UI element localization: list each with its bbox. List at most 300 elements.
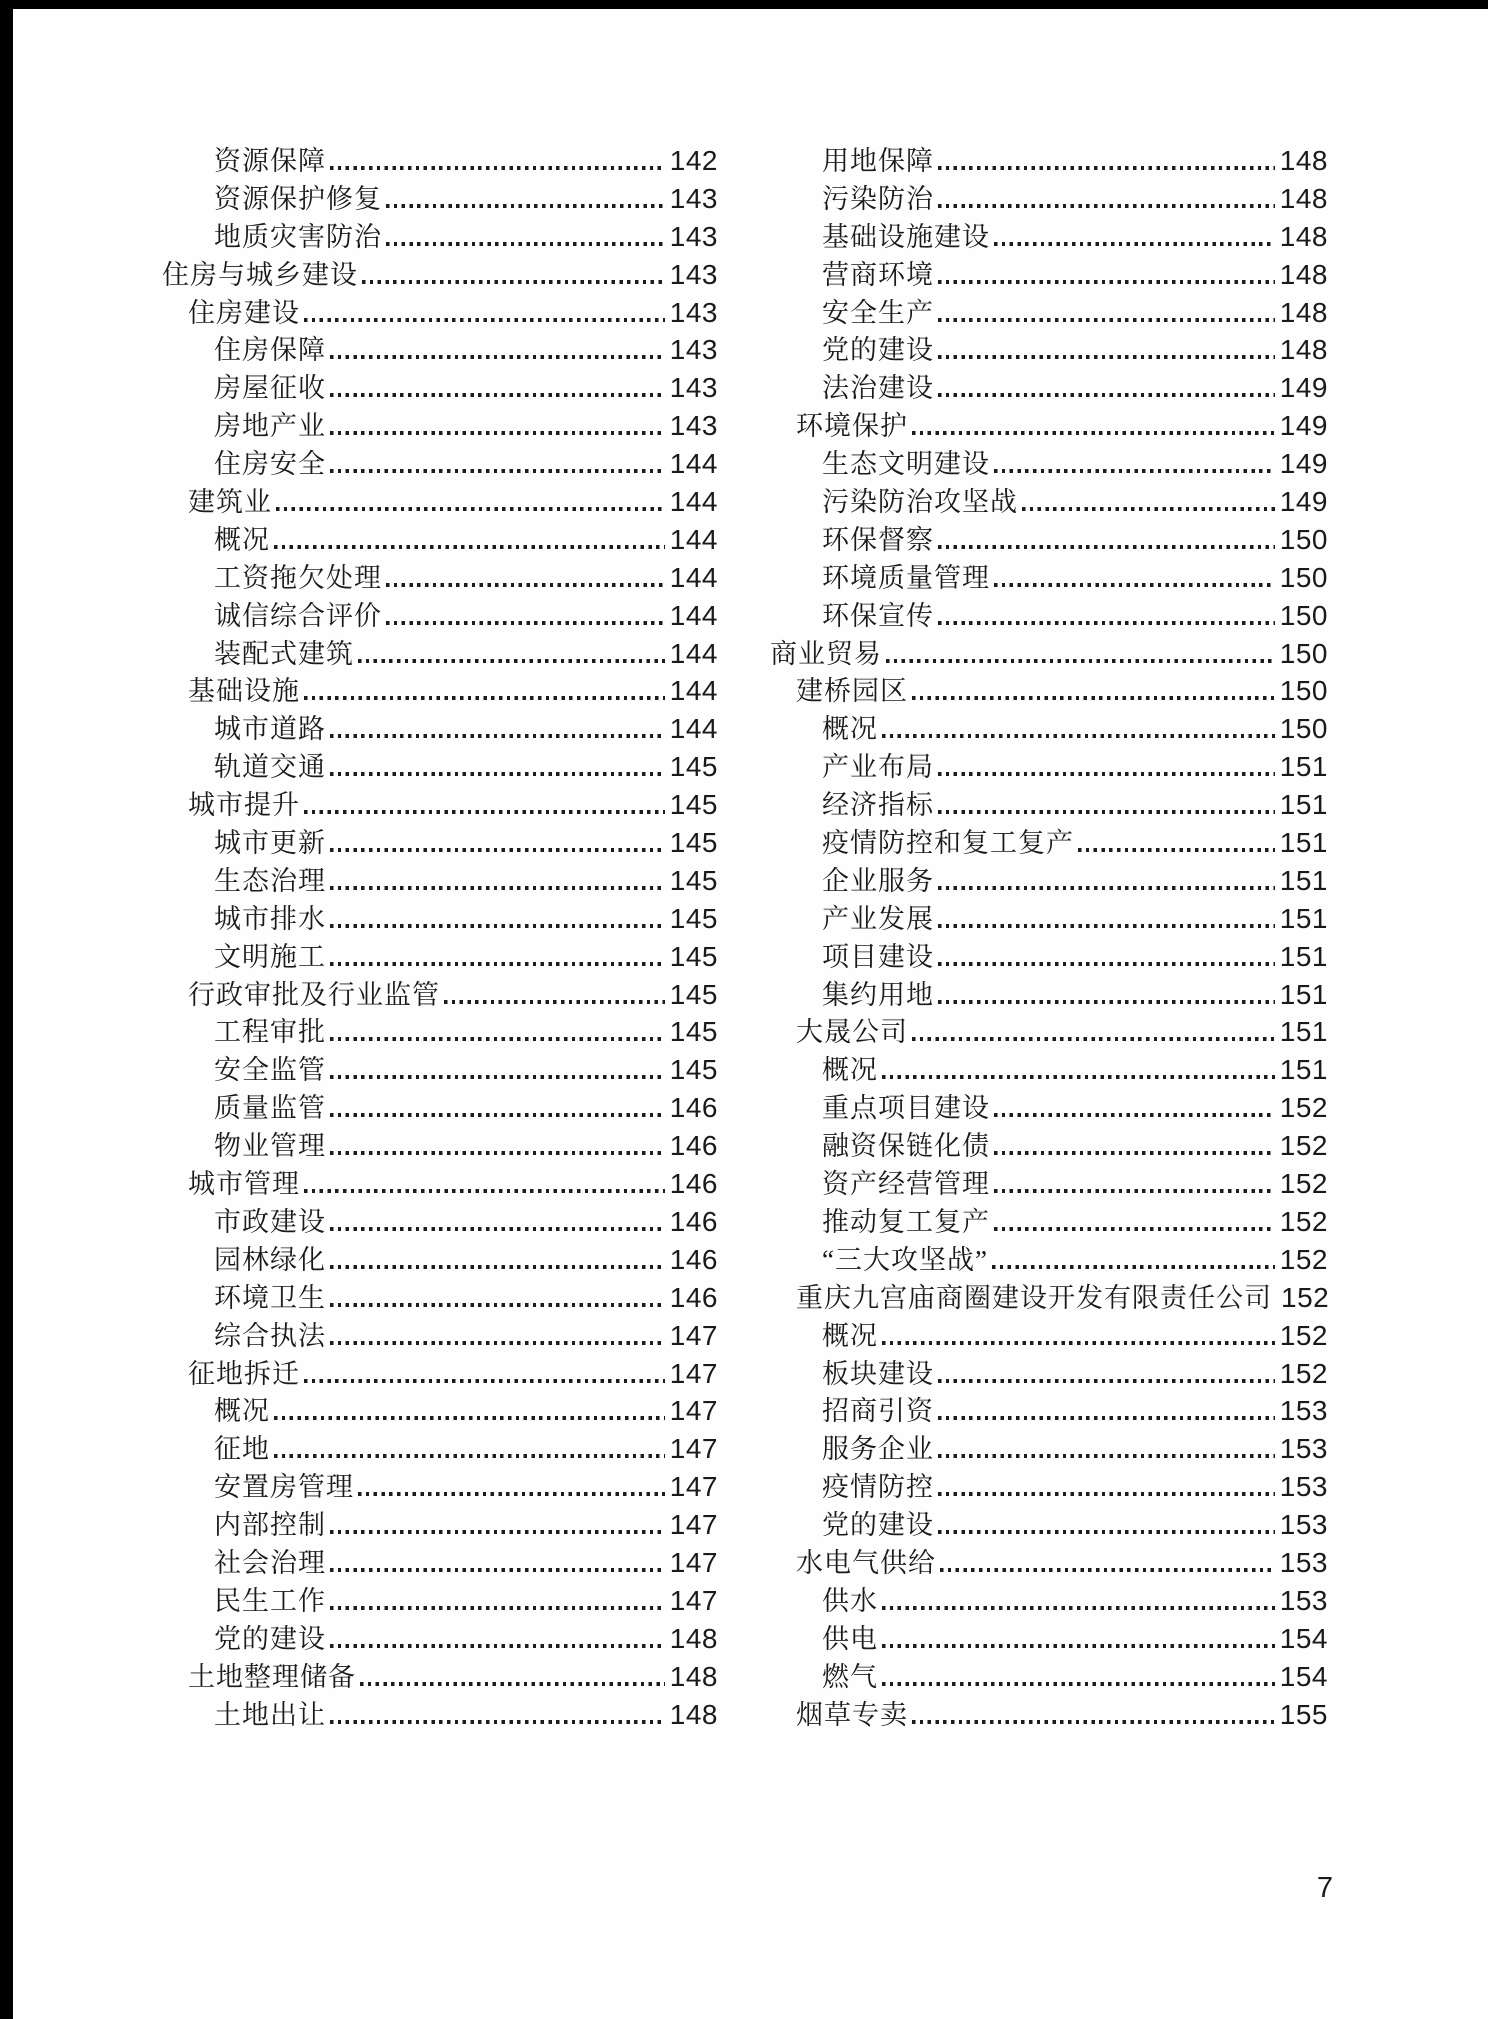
dot-leader <box>330 886 665 890</box>
toc-entry <box>770 824 1328 862</box>
toc-entry <box>770 748 1328 786</box>
toc-entry-title: 基础设施建设 <box>822 221 990 252</box>
toc-entry-title: 地质灾害防治 <box>214 221 382 252</box>
dot-leader <box>938 621 1275 625</box>
toc-entry-title: 土地出让 <box>214 1699 326 1730</box>
dot-leader <box>358 659 665 663</box>
toc-entry-title: 疫情防控 <box>822 1472 934 1503</box>
toc-entry-page: 147 <box>669 1357 718 1389</box>
toc-entry-title: 经济指标 <box>822 790 934 821</box>
toc-entry-page: 149 <box>1279 410 1328 442</box>
toc-entry <box>770 369 1328 407</box>
toc-entry-page: 150 <box>1279 713 1328 745</box>
toc-column-right <box>770 142 1328 1733</box>
dot-leader <box>386 242 665 246</box>
toc-entry-page: 149 <box>1279 486 1328 518</box>
toc-entry-page: 155 <box>1279 1698 1328 1730</box>
toc-entry <box>770 1165 1328 1203</box>
toc-entry <box>770 635 1328 673</box>
toc-entry-page: 152 <box>1279 1130 1328 1162</box>
toc-entry <box>770 710 1328 748</box>
toc-entry <box>162 331 718 369</box>
toc-entry-page: 148 <box>1279 220 1328 252</box>
toc-entry-page: 147 <box>669 1509 718 1541</box>
toc-entry <box>770 672 1328 710</box>
dot-leader <box>1022 507 1275 511</box>
toc-entry-title: 环保督察 <box>822 524 934 555</box>
dot-leader <box>304 1379 665 1383</box>
toc-entry-page: 153 <box>1279 1433 1328 1465</box>
toc-entry <box>770 1279 1328 1317</box>
toc-entry <box>162 1506 718 1544</box>
toc-entry <box>162 1127 718 1165</box>
toc-entry-page: 148 <box>1279 145 1328 176</box>
dot-leader <box>360 1682 665 1686</box>
toc-entry-page: 147 <box>669 1395 718 1427</box>
toc-entry-title: 建桥园区 <box>796 676 908 707</box>
toc-entry-page: 148 <box>669 1698 718 1730</box>
dot-leader <box>912 1720 1275 1724</box>
dot-leader <box>386 583 665 587</box>
dot-leader <box>304 318 665 322</box>
toc-entry-title: 建筑业 <box>188 487 272 518</box>
toc-entry-page: 144 <box>669 637 718 669</box>
toc-entry <box>162 294 718 332</box>
toc-entry-page: 152 <box>1279 1168 1328 1200</box>
toc-entry-title: 资源保障 <box>214 146 326 176</box>
toc-entry-title: 用地保障 <box>822 146 934 176</box>
dot-leader <box>994 242 1275 246</box>
toc-entry-page: 143 <box>669 296 718 328</box>
toc-entry-title: 板块建设 <box>822 1358 934 1389</box>
toc-entry-page: 151 <box>1279 1054 1328 1086</box>
toc-entry-page: 151 <box>1279 940 1328 972</box>
toc-entry <box>770 521 1328 559</box>
toc-entry-title: 资源保护修复 <box>214 183 382 214</box>
toc-entry-title: 安全生产 <box>822 297 934 328</box>
toc-entry <box>162 1430 718 1468</box>
toc-entry-page: 146 <box>669 1168 718 1200</box>
toc-entry-page: 145 <box>669 864 718 896</box>
toc-entry <box>162 672 718 710</box>
toc-entry-title: 房屋征收 <box>214 373 326 404</box>
toc-entry-title: 民生工作 <box>214 1585 326 1616</box>
dot-leader <box>304 696 665 700</box>
toc-entry-title: “三大攻坚战” <box>822 1244 988 1275</box>
dot-leader <box>330 166 665 170</box>
toc-entry <box>162 1658 718 1696</box>
toc-entry <box>162 1582 718 1620</box>
dot-leader <box>330 1227 665 1231</box>
toc-entry-title: 城市排水 <box>214 903 326 934</box>
toc-entry <box>770 1089 1328 1127</box>
toc-entry <box>162 180 718 218</box>
toc-entry-page: 144 <box>669 599 718 631</box>
toc-entry-title: 资产经营管理 <box>822 1169 990 1200</box>
dot-leader <box>386 621 665 625</box>
dot-leader <box>938 166 1275 170</box>
dot-leader <box>882 1644 1275 1648</box>
toc-entry <box>162 218 718 256</box>
toc-entry <box>770 445 1328 483</box>
toc-entry-title: 党的建设 <box>822 1510 934 1541</box>
toc-entry <box>770 180 1328 218</box>
toc-entry <box>162 748 718 786</box>
toc-entry-title: 城市更新 <box>214 828 326 859</box>
dot-leader <box>912 696 1275 700</box>
dot-leader <box>938 1530 1275 1534</box>
toc-entry-page: 151 <box>1279 864 1328 896</box>
toc-entry-title: 概况 <box>822 714 878 745</box>
dot-leader <box>938 393 1275 397</box>
toc-entry <box>162 1468 718 1506</box>
dot-leader <box>330 1303 665 1307</box>
toc-entry-title: 土地整理储备 <box>188 1661 356 1692</box>
dot-leader <box>330 1151 665 1155</box>
toc-entry-page: 145 <box>669 940 718 972</box>
toc-entry-title: 营商环境 <box>822 259 934 290</box>
dot-leader <box>330 355 665 359</box>
toc-entry-title: 城市管理 <box>188 1169 300 1200</box>
toc-entry-page: 147 <box>669 1319 718 1351</box>
dot-leader <box>912 1037 1275 1041</box>
toc-entry <box>770 862 1328 900</box>
toc-entry-page: 146 <box>669 1092 718 1124</box>
dot-leader <box>938 1454 1275 1458</box>
dot-leader <box>938 962 1275 966</box>
toc-entry <box>162 407 718 445</box>
dot-leader <box>938 1000 1275 1004</box>
toc-entry-title: 供水 <box>822 1585 878 1616</box>
toc-entry-page: 153 <box>1279 1584 1328 1616</box>
toc-entry-title: 城市提升 <box>188 790 300 821</box>
toc-entry-page: 151 <box>1279 751 1328 783</box>
toc-entry-title: 概况 <box>214 1396 270 1427</box>
toc-entry-page: 152 <box>1281 1281 1330 1313</box>
dot-leader <box>330 1341 665 1345</box>
toc-entry-title: 燃气 <box>822 1661 878 1692</box>
toc-entry-page: 150 <box>1279 523 1328 555</box>
toc-entry-title: 内部控制 <box>214 1510 326 1541</box>
toc-entry-page: 148 <box>669 1622 718 1654</box>
toc-entry <box>770 1544 1328 1582</box>
toc-entry-page: 145 <box>669 789 718 821</box>
toc-entry-title: 征地 <box>214 1434 270 1465</box>
dot-leader <box>330 1265 665 1269</box>
toc-entry-title: 文明施工 <box>214 941 326 972</box>
toc-entry-title: 集约用地 <box>822 979 934 1010</box>
dot-leader <box>938 355 1275 359</box>
scan-edge-top <box>0 0 1488 9</box>
dot-leader <box>994 1189 1275 1193</box>
toc-entry-page: 152 <box>1279 1319 1328 1351</box>
toc-entry-title: 党的建设 <box>214 1623 326 1654</box>
toc-entry-title: 企业服务 <box>822 865 934 896</box>
toc-entry-page: 151 <box>1279 1016 1328 1048</box>
dot-leader <box>330 1075 665 1079</box>
dot-leader <box>938 810 1275 814</box>
dot-leader <box>940 1568 1275 1572</box>
toc-entry-title: 安全监管 <box>214 1055 326 1086</box>
toc-entry <box>770 938 1328 976</box>
dot-leader <box>886 659 1275 663</box>
dot-leader <box>938 1492 1275 1496</box>
toc-entry <box>162 862 718 900</box>
toc-entry-page: 148 <box>1279 182 1328 214</box>
dot-leader <box>330 962 665 966</box>
toc-entry-page: 142 <box>669 145 718 176</box>
toc-entry-page: 149 <box>1279 372 1328 404</box>
toc-entry-page: 143 <box>669 258 718 290</box>
toc-entry <box>770 1582 1328 1620</box>
toc-entry <box>162 1696 718 1734</box>
toc-entry <box>770 294 1328 332</box>
dot-leader <box>444 1000 665 1004</box>
toc-entry <box>162 483 718 521</box>
dot-leader <box>994 583 1275 587</box>
dot-leader <box>882 1682 1275 1686</box>
toc-entry <box>162 1355 718 1393</box>
toc-entry-title: 产业发展 <box>822 903 934 934</box>
toc-entry-title: 质量监管 <box>214 1093 326 1124</box>
dot-leader <box>938 886 1275 890</box>
dot-leader <box>938 204 1275 208</box>
toc-entry <box>770 597 1328 635</box>
toc-column-left <box>162 142 718 1733</box>
toc-entry-title: 安置房管理 <box>214 1472 354 1503</box>
toc-entry-title: 推动复工复产 <box>822 1206 990 1237</box>
toc-entry-title: 重庆九宫庙商圈建设开发有限责任公司 <box>796 1282 1272 1313</box>
toc-entry-title: 环境卫生 <box>214 1282 326 1313</box>
toc-entry-title: 市政建设 <box>214 1206 326 1237</box>
toc-entry-title: 住房安全 <box>214 449 326 480</box>
toc-entry-page: 146 <box>669 1243 718 1275</box>
toc-entry-title: 住房保障 <box>214 335 326 366</box>
toc-entry <box>770 1430 1328 1468</box>
toc-entry <box>162 1392 718 1430</box>
dot-leader <box>330 1037 665 1041</box>
toc-entry-title: 疫情防控和复工复产 <box>822 828 1074 859</box>
toc-entry-page: 153 <box>1279 1395 1328 1427</box>
toc-entry-page: 150 <box>1279 561 1328 593</box>
dot-leader <box>330 1720 665 1724</box>
toc-entry-page: 154 <box>1279 1622 1328 1654</box>
dot-leader <box>330 1530 665 1534</box>
dot-leader <box>912 431 1275 435</box>
toc-entry <box>162 559 718 597</box>
toc-entry <box>770 1696 1328 1734</box>
toc-entry <box>162 786 718 824</box>
toc-entry <box>162 369 718 407</box>
toc-entry-title: 水电气供给 <box>796 1547 936 1578</box>
toc-entry <box>770 1620 1328 1658</box>
toc-entry-page: 146 <box>669 1205 718 1237</box>
toc-entry-title: 工程审批 <box>214 1017 326 1048</box>
toc-entry-page: 153 <box>1279 1509 1328 1541</box>
toc-entry <box>770 256 1328 294</box>
dot-leader <box>330 431 665 435</box>
toc-entry-title: 园林绿化 <box>214 1244 326 1275</box>
toc-entry-title: 轨道交通 <box>214 752 326 783</box>
toc-entry-page: 150 <box>1279 675 1328 707</box>
toc-entry-page: 144 <box>669 713 718 745</box>
toc-entry-title: 环境保护 <box>796 411 908 442</box>
dot-leader <box>938 1416 1275 1420</box>
dot-leader <box>386 204 665 208</box>
toc-entry <box>162 1279 718 1317</box>
toc-entry-title: 概况 <box>822 1055 878 1086</box>
toc-entry <box>770 786 1328 824</box>
dot-leader <box>330 393 665 397</box>
toc-entry <box>770 559 1328 597</box>
dot-leader <box>330 924 665 928</box>
toc-entry-page: 147 <box>669 1546 718 1578</box>
toc-entry-page: 149 <box>1279 448 1328 480</box>
toc-entry-page: 151 <box>1279 827 1328 859</box>
dot-leader <box>994 469 1275 473</box>
toc-entry <box>162 1089 718 1127</box>
toc-entry-page: 143 <box>669 182 718 214</box>
toc-entry-page: 148 <box>1279 258 1328 290</box>
toc-entry-page: 148 <box>1279 296 1328 328</box>
toc-entry-title: 重点项目建设 <box>822 1093 990 1124</box>
toc-entry-title: 商业贸易 <box>770 638 882 669</box>
toc-entry-title: 行政审批及行业监管 <box>188 979 440 1010</box>
toc-entry-title: 城市道路 <box>214 714 326 745</box>
dot-leader <box>938 924 1275 928</box>
toc-entry-page: 151 <box>1279 789 1328 821</box>
toc-entry-page: 148 <box>1279 334 1328 366</box>
dot-leader <box>938 318 1275 322</box>
toc-entry <box>770 218 1328 256</box>
toc-entry <box>770 331 1328 369</box>
toc-entry-page: 151 <box>1279 902 1328 934</box>
toc-entry <box>162 976 718 1014</box>
dot-leader <box>882 1341 1275 1345</box>
toc-entry-page: 150 <box>1279 637 1328 669</box>
toc-entry-page: 144 <box>669 561 718 593</box>
toc-entry-title: 招商引资 <box>822 1396 934 1427</box>
toc-entry-title: 污染防治 <box>822 183 934 214</box>
toc-entry-title: 物业管理 <box>214 1131 326 1162</box>
toc-entry-title: 工资拖欠处理 <box>214 562 382 593</box>
toc-entry-title: 环保宣传 <box>822 600 934 631</box>
toc-entry-page: 145 <box>669 827 718 859</box>
dot-leader <box>938 1379 1275 1383</box>
dot-leader <box>330 469 665 473</box>
toc-entry-page: 152 <box>1279 1092 1328 1124</box>
dot-leader <box>330 848 665 852</box>
toc-entry-title: 生态治理 <box>214 865 326 896</box>
toc-entry-page: 154 <box>1279 1660 1328 1692</box>
toc-entry-title: 房地产业 <box>214 411 326 442</box>
dot-leader <box>274 1454 665 1458</box>
toc-entry <box>162 142 718 180</box>
toc-entry-page: 143 <box>669 410 718 442</box>
page-number: 7 <box>1316 1872 1333 1904</box>
scan-edge-left <box>0 0 13 2019</box>
toc-entry-page: 143 <box>669 220 718 252</box>
toc-entry-page: 153 <box>1279 1546 1328 1578</box>
toc-entry-title: 融资保链化债 <box>822 1131 990 1162</box>
toc-entry-page: 145 <box>669 1054 718 1086</box>
toc-entry-title: 征地拆迁 <box>188 1358 300 1389</box>
toc-entry-page: 152 <box>1279 1205 1328 1237</box>
toc-entry <box>770 1506 1328 1544</box>
toc-entry-page: 152 <box>1279 1243 1328 1275</box>
toc-entry <box>162 1620 718 1658</box>
toc-entry-title: 综合执法 <box>214 1320 326 1351</box>
toc-entry <box>770 1468 1328 1506</box>
toc-entry <box>770 1127 1328 1165</box>
toc-entry <box>162 824 718 862</box>
toc-entry <box>162 597 718 635</box>
toc-entry <box>162 1051 718 1089</box>
toc-entry-title: 社会治理 <box>214 1547 326 1578</box>
dot-leader <box>330 734 665 738</box>
toc-entry-page: 145 <box>669 751 718 783</box>
toc-entry-page: 145 <box>669 902 718 934</box>
toc-entry-title: 法治建设 <box>822 373 934 404</box>
dot-leader <box>358 1492 665 1496</box>
toc-entry <box>162 710 718 748</box>
toc-entry <box>162 1013 718 1051</box>
toc-entry <box>770 1241 1328 1279</box>
toc-entry-page: 144 <box>669 448 718 480</box>
toc-entry-title: 环境质量管理 <box>822 562 990 593</box>
toc-entry <box>162 900 718 938</box>
dot-leader <box>938 772 1275 776</box>
toc-entry <box>770 483 1328 521</box>
toc-entry-page: 146 <box>669 1281 718 1313</box>
dot-leader <box>330 1113 665 1117</box>
toc-entry-title: 住房与城乡建设 <box>162 259 358 290</box>
toc-entry-page: 146 <box>669 1130 718 1162</box>
toc-entry-page: 144 <box>669 523 718 555</box>
toc-entry-page: 150 <box>1279 599 1328 631</box>
toc-entry <box>162 445 718 483</box>
toc-entry <box>162 1203 718 1241</box>
dot-leader <box>994 1227 1275 1231</box>
dot-leader <box>274 1416 665 1420</box>
toc-entry <box>770 1392 1328 1430</box>
toc-entry-title: 住房建设 <box>188 297 300 328</box>
dot-leader <box>938 545 1275 549</box>
toc-entry-title: 供电 <box>822 1623 878 1654</box>
dot-leader <box>992 1265 1275 1269</box>
toc-entry <box>162 635 718 673</box>
dot-leader <box>994 1151 1275 1155</box>
toc-entry <box>770 1317 1328 1355</box>
toc-entry-title: 概况 <box>214 524 270 555</box>
toc-entry-page: 147 <box>669 1471 718 1503</box>
dot-leader <box>330 772 665 776</box>
toc-entry <box>770 1658 1328 1696</box>
toc-entry <box>162 256 718 294</box>
toc-entry-title: 党的建设 <box>822 335 934 366</box>
toc-entry-title: 诚信综合评价 <box>214 600 382 631</box>
toc-entry <box>162 1317 718 1355</box>
toc-entry-page: 145 <box>669 978 718 1010</box>
toc-entry-page: 147 <box>669 1584 718 1616</box>
dot-leader <box>330 1606 665 1610</box>
dot-leader <box>330 1568 665 1572</box>
toc-entry <box>162 938 718 976</box>
dot-leader <box>938 280 1275 284</box>
toc-entry <box>162 1241 718 1279</box>
toc-entry-title: 污染防治攻坚战 <box>822 487 1018 518</box>
toc-entry-page: 144 <box>669 486 718 518</box>
